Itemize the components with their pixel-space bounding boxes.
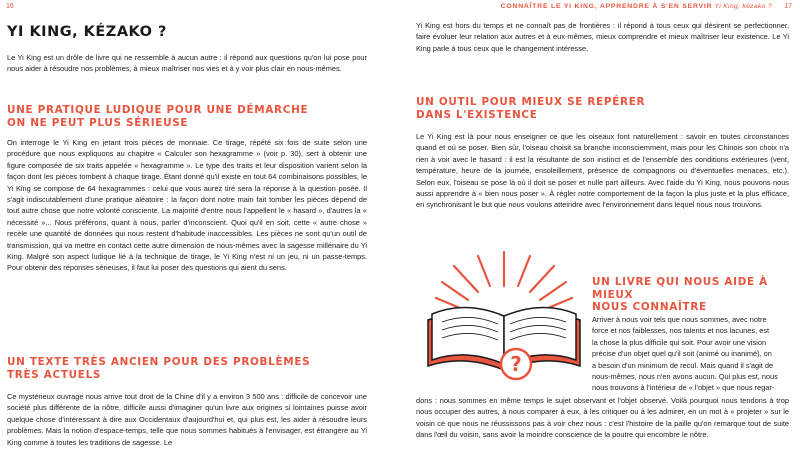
body-line: nous-mêmes, nous n'en avons aucun. Qui plus est, nous xyxy=(592,372,778,382)
section-heading-livre xyxy=(592,276,792,314)
body-line: Arriver à nous voir tels que nous sommes, avec notre xyxy=(592,315,767,324)
intro-paragraph: Le Yi King est un drôle de livre qui ne ressemble à aucun autre : il répond aux questions qu'on lui pose pour nous aider à résoudre nos problèmes, à mieux maîtriser nos vies et à y voir plus clair en nous-mêmes. xyxy=(7,53,367,74)
section-heading-line: DANS L'EXISTENCE xyxy=(416,108,538,121)
section-heading-line: TRÈS ACTUELS xyxy=(7,368,102,381)
section-heading-line: UNE PRATIQUE LUDIQUE POUR UNE DÉMARCHE xyxy=(7,104,309,116)
running-header-section: CONNAÎTRE LE YI KING, APPRENDRE À S'EN SERVIR xyxy=(500,3,713,10)
section-heading-line: NOUS CONNAÎTRE xyxy=(592,301,707,314)
section-heading-line: UN OUTIL POUR MIEUX SE REPÉRER xyxy=(416,96,646,108)
right-intro-paragraph: Yi King est hors du temps et ne connaît pas de frontières : il répond à tous ceux qui désirent se perfectionner, faire évoluer leur relation aux autres et à eux-mêmes, mieux comprendre et mieux maîtriser leur existence. Le Yi King parle à tous ceux que le changement intéresse. xyxy=(416,21,789,53)
running-header xyxy=(501,3,772,10)
body-line: a besoin d'un minimum de recul. Mais quand il s'agit de xyxy=(592,360,774,370)
body-line: force et nos faiblesses, nos talents et nos lacunes, est xyxy=(592,326,770,336)
section-heading-outil xyxy=(416,96,789,121)
page-number-right: 17 xyxy=(784,3,792,10)
section-heading-ancien xyxy=(7,356,367,381)
open-book-icon xyxy=(420,246,588,396)
section-body-ancien: Ce mystérieux ouvrage nous arrive tout droit de la Chine d'il y a environ 3 500 ans : difficile de concevoir une société plus différente de la nôtre, difficile aussi d'imaginer qu'un livre aux origines si lointaines puisse avoir quelque chose d'intéressant à dire aux Occidentaux d'aujourd'hui et, qui plus est, les aider à résoudre leurs problèmes. Mais la notion d'espace-temps, telle que nous sommes habitués à l'envisager, est étrangère au Yi King comme à toutes les traditions de sagesse. Le xyxy=(7,392,367,447)
page-number-left: 16 xyxy=(6,3,14,10)
section-heading-line: UN LIVRE QUI NOUS AIDE À MIEUX xyxy=(592,276,768,301)
section-heading-line: ON NE PEUT PLUS SÉRIEUSE xyxy=(7,116,189,129)
section-body-outil: Le Yi King est là pour nous enseigner ce que les oiseaux font naturellement : savoir en toutes circonstances quand et où se poser. Bien sûr, l'oiseau choisit sa branche inconsciemment, mais pour les Chinois son choix n'a rien à voir avec le hasard : il est la résultante de son instinct et de l'ensemble des conditions extérieures (vent, température, heure de la journée, ensoleillement, présence de compagnons ou d'éventuelles menaces, etc.). Selon eux, l'oiseau se pose là où il doit se poser et nulle part ailleurs. Avec l'aide du Yi King, nous pouvons nous aussi apprendre à « bien nous poser ». À régler notre comportement de la façon la plus juste et la plus efficace, en synchronisant le but que nous voulons atteindre avec l'environnement dans lequel nous nous trouvons. xyxy=(416,132,789,210)
body-line: nous trouvons à l'intérieur de « l'objet » que nous regar- xyxy=(592,383,775,393)
section-heading-pratique xyxy=(7,104,367,129)
page-title: YI KING, KÉZAKO ? xyxy=(7,24,167,40)
body-line: précise d'un objet quel qu'il soit (animé ou inanimé), on xyxy=(592,349,772,359)
section-body-livre-top xyxy=(592,314,789,394)
section-heading-line: UN TEXTE TRÈS ANCIEN POUR DES PROBLÈMES xyxy=(7,356,311,368)
body-line: la chose la plus difficile qui soit. Pour avoir une vision xyxy=(592,337,767,347)
section-body-livre: dons : nous sommes en même temps le sujet observant et l'objet observé. Voilà pourquoi nous tendons à trop nous occuper des autres, à nous comparer à eux, à les critiquer ou à les admirer, en un mot à « projeter » sur le voisin ce que nous ne réussissons pas à voir chez nous : c'est l'histoire de la paille qu'on remarque tout de suite dans l'œil du voisin, sans avoir la moindre conscience de la poutre qui encombre le nôtre. xyxy=(416,396,789,440)
running-header-subtitle: Yi King, kézako ? xyxy=(714,3,772,10)
section-body-pratique: On interroge le Yi King en jetant trois pièces de monnaie. Ce tirage, répété six fois de suite selon une procédure que nous expliquons au chapitre « Calculer son hexagramme » (voir p. 30), sert à obtenir une figure composée de six traits appelée « hexagramme ». Le type des traits et leur disposition varient selon la façon dont les pièces tombent à chaque tirage. Étant donné qu'il existe en tout 64 combinaisons possibles, le Yi King se compose de 64 hexagrammes : celui que vous aurez tiré sera la réponse à la question posée. Il s'agit indiscutablement d'une pratique aléatoire : la façon dont notre main fait tomber les pièces dépend de tout autre chose que notre volonté consciente. La majorité d'entre nous l'appellent le « hasard », d'autres la « nécessité »... Nous préférons, quant à nous, parler d'inconscient. Quoi qu'il en soit, cette « autre chose » recèle une quantité de données qui nous restent d'habitude inaccessibles. Les pièces ne sont qu'un outil de transmission, qui va mettre en contact cette autre dimension de nous-mêmes avec la sagesse millénaire du Yi King. Malgré son aspect ludique lié à la technique de tirage, le Yi King n'est ni un jeu, ni un passe-temps. Pour obtenir des réponses sérieuses, il faut lui poser des questions qui aient du sens. xyxy=(7,138,367,273)
question-mark-icon: ? xyxy=(510,352,522,376)
